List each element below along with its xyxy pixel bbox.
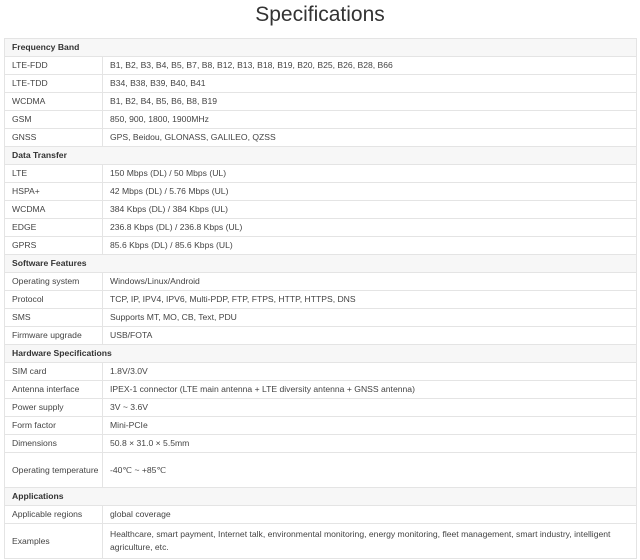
spec-label: Form factor: [5, 417, 103, 435]
spec-label: GPRS: [5, 237, 103, 255]
table-row: [5, 435, 637, 453]
table-row: [5, 291, 637, 309]
section-title: Software Features: [5, 255, 637, 273]
spec-label: LTE-FDD: [5, 57, 103, 75]
spec-value: 85.6 Kbps (DL) / 85.6 Kbps (UL): [103, 237, 637, 255]
spec-label: SIM card: [5, 363, 103, 381]
table-row: [5, 75, 637, 93]
table-row: [5, 506, 637, 524]
spec-value: 42 Mbps (DL) / 5.76 Mbps (UL): [103, 183, 637, 201]
spec-label: Examples: [5, 524, 103, 559]
spec-label: GNSS: [5, 129, 103, 147]
spec-label: Antenna interface: [5, 381, 103, 399]
spec-value: B1, B2, B3, B4, B5, B7, B8, B12, B13, B18, B19, B20, B25, B26, B28, B66: [103, 57, 637, 75]
spec-value: 850, 900, 1800, 1900MHz: [103, 111, 637, 129]
spec-value: 150 Mbps (DL) / 50 Mbps (UL): [103, 165, 637, 183]
table-row: [5, 273, 637, 291]
section-header: [5, 255, 637, 273]
spec-value: Supports MT, MO, CB, Text, PDU: [103, 309, 637, 327]
section-title: Frequency Band: [5, 39, 637, 57]
spec-label: Operating temperature: [5, 453, 103, 488]
spec-label: Operating system: [5, 273, 103, 291]
spec-value: 50.8 × 31.0 × 5.5mm: [103, 435, 637, 453]
table-row: [5, 201, 637, 219]
table-row: [5, 237, 637, 255]
table-row: [5, 363, 637, 381]
specifications-table: [4, 38, 637, 559]
section-header: [5, 488, 637, 506]
spec-label: SMS: [5, 309, 103, 327]
spec-value: -40℃ ~ +85℃: [103, 453, 637, 488]
table-row: [5, 57, 637, 75]
spec-value: 3V ~ 3.6V: [103, 399, 637, 417]
spec-value: TCP, IP, IPV4, IPV6, Multi-PDP, FTP, FTPS, HTTP, HTTPS, DNS: [103, 291, 637, 309]
section-header: [5, 39, 637, 57]
spec-value: GPS, Beidou, GLONASS, GALILEO, QZSS: [103, 129, 637, 147]
table-row: [5, 453, 637, 488]
table-row: [5, 111, 637, 129]
table-row: [5, 129, 637, 147]
table-row: [5, 399, 637, 417]
section-title: Applications: [5, 488, 637, 506]
spec-value: Windows/Linux/Android: [103, 273, 637, 291]
spec-label: Firmware upgrade: [5, 327, 103, 345]
spec-label: Dimensions: [5, 435, 103, 453]
spec-label: WCDMA: [5, 93, 103, 111]
spec-value: USB/FOTA: [103, 327, 637, 345]
table-row: [5, 524, 637, 559]
spec-value: 1.8V/3.0V: [103, 363, 637, 381]
table-row: [5, 417, 637, 435]
spec-value: B1, B2, B4, B5, B6, B8, B19: [103, 93, 637, 111]
table-row: [5, 183, 637, 201]
page-title: Specifications: [255, 3, 385, 26]
table-row: [5, 327, 637, 345]
spec-value: B34, B38, B39, B40, B41: [103, 75, 637, 93]
spec-value: IPEX-1 connector (LTE main antenna + LTE diversity antenna + GNSS antenna): [103, 381, 637, 399]
spec-label: WCDMA: [5, 201, 103, 219]
spec-label: Power supply: [5, 399, 103, 417]
spec-label: HSPA+: [5, 183, 103, 201]
spec-label: LTE-TDD: [5, 75, 103, 93]
table-row: [5, 93, 637, 111]
table-row: [5, 219, 637, 237]
section-title: Data Transfer: [5, 147, 637, 165]
table-row: [5, 381, 637, 399]
spec-label: EDGE: [5, 219, 103, 237]
spec-value: 236.8 Kbps (DL) / 236.8 Kbps (UL): [103, 219, 637, 237]
spec-value: 384 Kbps (DL) / 384 Kbps (UL): [103, 201, 637, 219]
spec-label: LTE: [5, 165, 103, 183]
spec-value: Healthcare, smart payment, Internet talk, environmental monitoring, energy monitoring, fleet management, smart industry, intelligent agriculture, etc.: [103, 524, 637, 559]
spec-label: Protocol: [5, 291, 103, 309]
table-row: [5, 165, 637, 183]
spec-label: GSM: [5, 111, 103, 129]
section-title: Hardware Specifications: [5, 345, 637, 363]
spec-value: global coverage: [103, 506, 637, 524]
spec-label: Applicable regions: [5, 506, 103, 524]
section-header: [5, 345, 637, 363]
section-header: [5, 147, 637, 165]
spec-value: Mini-PCIe: [103, 417, 637, 435]
table-row: [5, 309, 637, 327]
